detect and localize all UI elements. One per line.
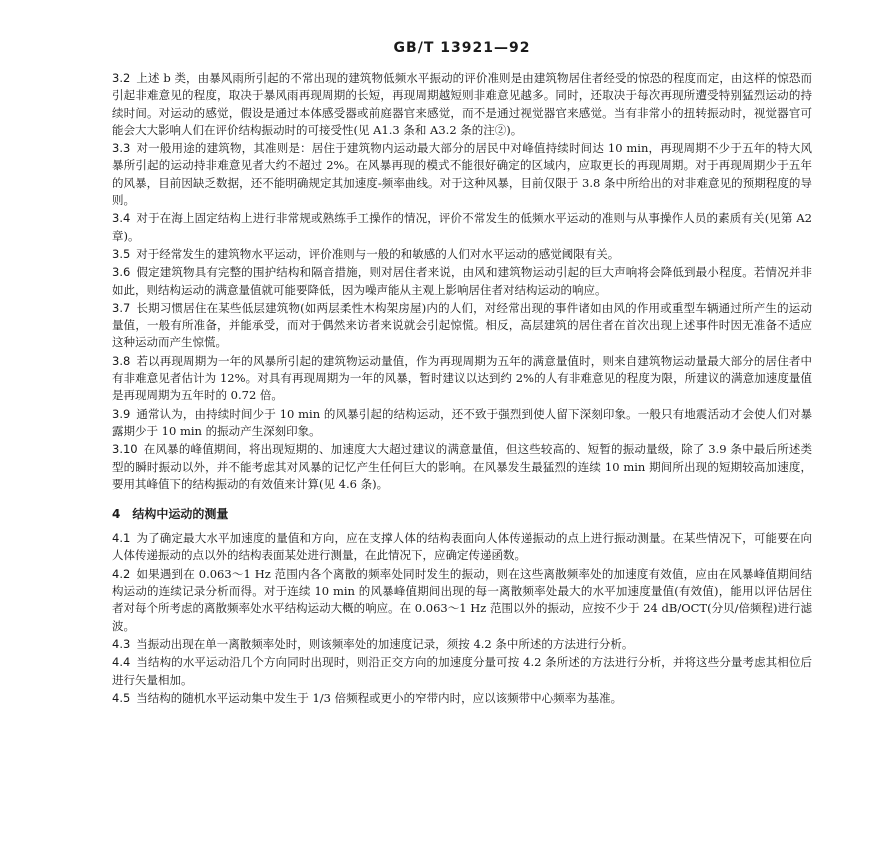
clause-text: 长期习惯居住在某些低层建筑物(如两层柔性木构架房屋)内的人们，对经常出现的事件诸如由风的作用或重型车辆通过所产生的运动量值，一般有所准备，并能承受，而对于偶然来访者来说就会引起惊慌。相反，高层建筑的居住者在首次出现上述事件时因无准备不适应这种运动而产生惊慌。 (112, 300, 812, 350)
clause-number: 3.2 (112, 71, 131, 85)
clause-3-9 (112, 406, 812, 441)
clause-text: 对于在海上固定结构上进行非常规或熟练手工操作的情况，评价不常发生的低频水平运动的准则与从事操作人员的素质有关(见第 A2 章)。 (112, 211, 812, 243)
clause-number: 3.9 (112, 406, 131, 421)
clause-text: 对于经常发生的建筑物水平运动，评价准则与一般的和敏感的人们对水平运动的感觉阈限有关。 (136, 246, 620, 261)
clause-number: 3.8 (112, 353, 131, 368)
clause-4-1 (112, 530, 812, 565)
clause-text: 当振动出现在单一离散频率处时，则该频率处的加速度记录，须按 4.2 条中所述的方法进行分析。 (136, 636, 634, 651)
clause-3-3 (112, 140, 812, 209)
clause-text: 若以再现周期为一年的风暴所引起的建筑物运动量值，作为再现周期为五年的满意量值时，则来自建筑物运动量最大部分的居住者中有非难意见者估计为 12%。对具有再现周期为一年的风暴，暂时建议以达到约 2%的人有非难意见的程度为限，所建议的满意加速度量值是再现周期为五年时的 0.72 倍。 (112, 353, 812, 403)
clause-text: 当结构的水平运动沿几个方向同时出现时，则沿正交方向的加速度分量可按 4.2 条所述的方法进行分析，并将这些分量考虑其相位后进行矢量相加。 (112, 655, 812, 687)
clause-3-6 (112, 264, 812, 299)
clause-text: 假定建筑物具有完整的围护结构和隔音措施，则对居住者来说，由风和建筑物运动引起的巨大声响将会降低到最小程度。若情况并非如此，则结构运动的满意量值就可能要降低，因为噪声能从主观上影响居住者对结构运动的响应。 (112, 265, 812, 297)
clause-group-4 (112, 530, 812, 707)
section-title: 结构中运动的测量 (132, 507, 229, 522)
clause-text: 为了确定最大水平加速度的量值和方向，应在支撑人体的结构表面向人体传递振动的点上进行振动测量。在某些情况下，可能要在向人体传递振动的点以外的结构表面某处进行测量，在此情况下，应确定传递函数。 (112, 531, 812, 563)
clause-4-3 (112, 636, 812, 653)
clause-number: 4.2 (112, 566, 131, 581)
clause-text: 如果遇到在 0.063～1 Hz 范围内各个离散的频率处同时发生的振动，则在这些离散频率处的加速度有效值，应由在风暴峰值期间结构运动的连续记录分析而得。对于连续 10 min 的风暴峰值期间出现的每一离散频率处最大的水平加速度量值(有效值)，能用以评估居住者对每个所考虑的离散频率处水平结构运动大概的响应。在 0.063～1 Hz 范围以外的振动，应按不少于 24 dB/OCT(分贝/倍频程)进行滤波。 (112, 566, 812, 633)
clause-number: 4.5 (112, 690, 131, 705)
page-header: GB/T 13921—92 (393, 40, 531, 56)
clause-number: 4.3 (112, 636, 131, 651)
clause-3-8 (112, 353, 812, 405)
clause-3-7 (112, 300, 812, 352)
clause-3-5 (112, 246, 812, 263)
clause-3-10 (112, 441, 812, 493)
clause-text: 在风暴的峰值期间，将出现短期的、加速度大大超过建议的满意量值，但这些较高的、短暂的振动量级，除了 3.9 条中最后所述类型的瞬时振动以外，并不能考虑其对风暴的记忆产生任何巨大的影响。在风暴发生最猛烈的连续 10 min 期间所出现的短期较高加速度，要用其峰值下的结构振动的有效值来计算(见 4.6 条)。 (112, 442, 812, 491)
section-heading-4 (112, 505, 812, 522)
clause-number: 3.7 (112, 300, 131, 315)
clause-text: 对一般用途的建筑物，其准则是：居住于建筑物内运动最大部分的居民中对峰值持续时间达 10 min，再现周期不少于五年的特大风暴所引起的运动持非难意见者大约不超过 2%。在风暴再现的模式不能很好确定的区域内，应取更长的再现周期。对于再现周期少于五年的风暴，目前因缺乏数据，还不能明确规定其加速度-频率曲线。对于这种风暴，目前仅限于 3.8 条中所给出的对非难意见的预期程度的导则。 (112, 141, 812, 208)
clause-3-2 (112, 70, 812, 139)
clause-number: 3.4 (112, 211, 131, 226)
section-number: 4 (112, 507, 121, 522)
clause-number: 4.4 (112, 655, 131, 670)
clause-text: 上述 b 类，由暴风雨所引起的不常出现的建筑物低频水平振动的评价准则是由建筑物居住者经受的惊恐的程度而定，由这样的惊恐而引起非难意见的程度，取决于暴风雨再现周期的长短，再现周期越短则非难意见越多。同时，还取决于每次再现所遭受特别猛烈运动的持续时间。对运动的感觉，假设是通过本体感受器或前庭器官来感觉，而不是通过视觉器官来感觉。当有非常小的扭转振动时，视觉器官可能会大大影响人们在评价结构振动时的可接受性(见 A1.3 条和 A3.2 条的注②)。 (112, 71, 812, 137)
clause-number: 3.6 (112, 265, 131, 280)
clause-4-5 (112, 690, 812, 707)
clause-number: 3.10 (112, 442, 138, 457)
clause-text: 通常认为，由持续时间少于 10 min 的风暴引起的结构运动，还不致于强烈到使人留下深刻印象。一般只有地震活动才会使人们对暴露期少于 10 min 的振动产生深刻印象。 (112, 406, 812, 438)
clause-number: 4.1 (112, 531, 131, 546)
clause-3-4 (112, 210, 812, 245)
clause-4-4 (112, 654, 812, 689)
clause-number: 3.5 (112, 246, 131, 261)
clause-number: 3.3 (112, 141, 131, 156)
clause-4-2 (112, 566, 812, 635)
clause-text: 当结构的随机水平运动集中发生于 1/3 倍频程或更小的窄带内时，应以该频带中心频率为基准。 (136, 690, 623, 705)
clause-group-3 (112, 70, 812, 493)
